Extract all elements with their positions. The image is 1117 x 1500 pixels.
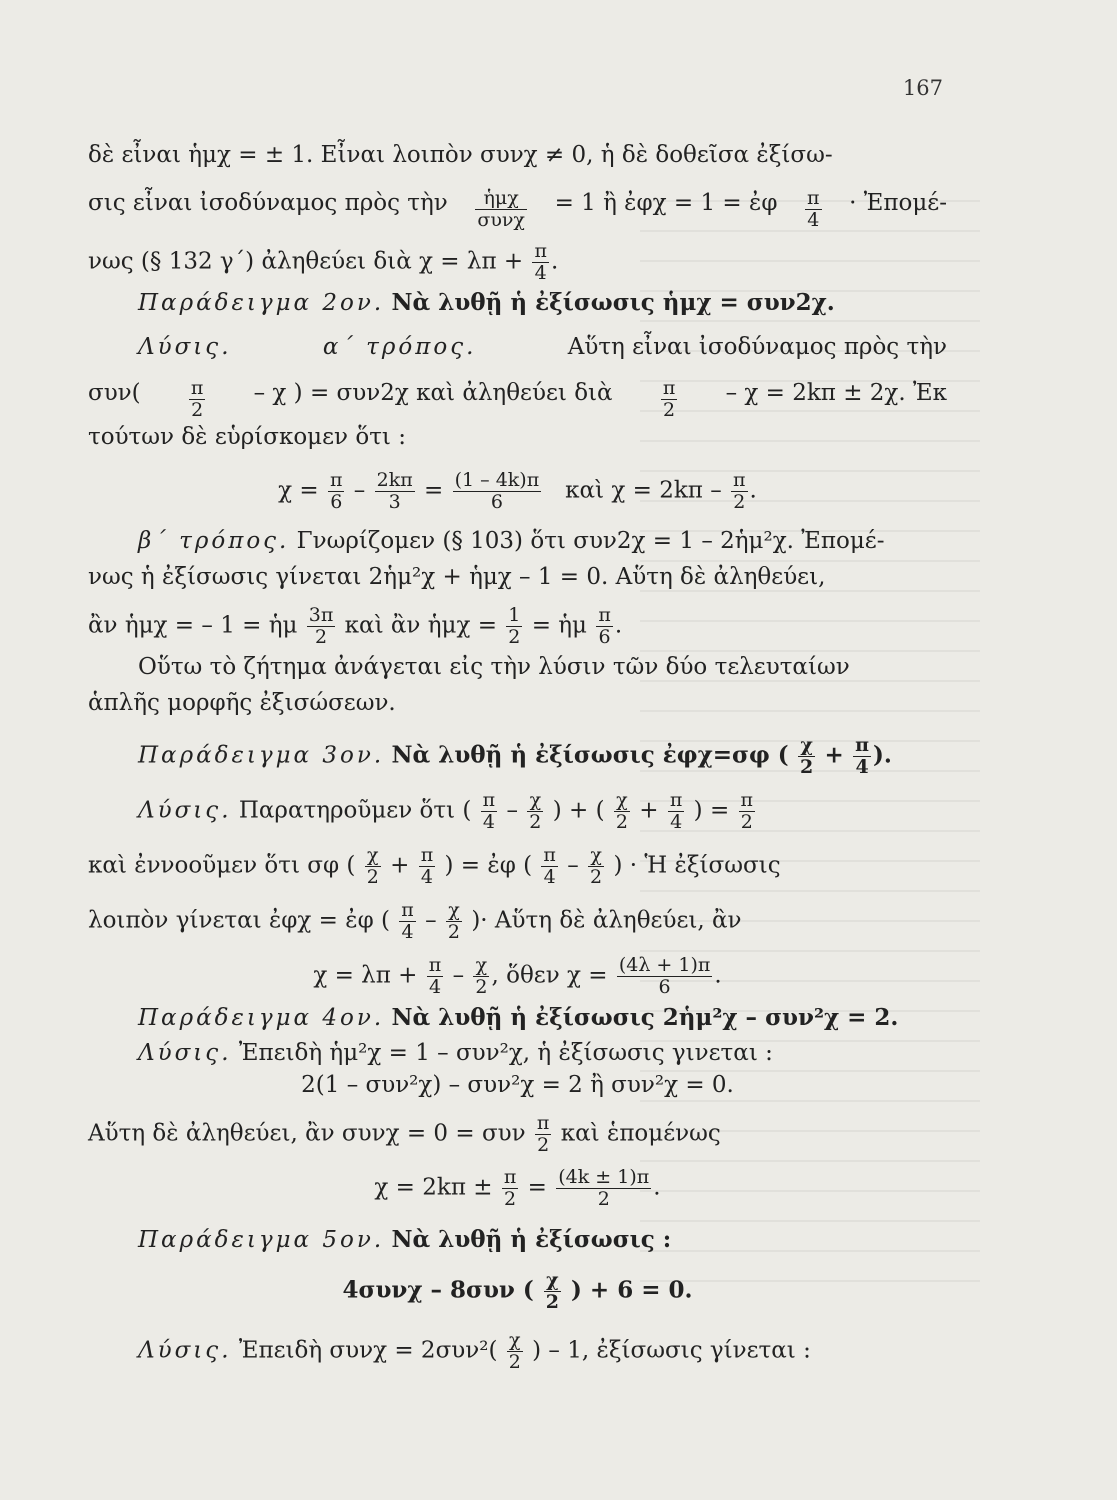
text-line-3: νως (§ 132 γ΄) ἀληθεύει διὰ χ = λπ + $\frac{\pi}{4}$ . bbox=[88, 240, 559, 284]
fraction-pi-2: $\frac{\pi}{2}$ bbox=[662, 377, 676, 421]
fraction-pi-2: $\frac{\pi}{2}$ bbox=[190, 377, 204, 421]
fraction: $\frac{\pi}{4}$ bbox=[543, 844, 556, 888]
fraction: $\frac{(4\lambda + 1)\pi}{6}$ bbox=[618, 954, 711, 998]
fraction: $\frac{\pi}{6}$ bbox=[598, 604, 611, 648]
fraction: $\frac{\chi}{2}$ bbox=[508, 1329, 521, 1373]
text-line-13: ἁπλῆς μορφῆς ἐξισώσεων. bbox=[88, 690, 396, 716]
text-line-6: συν( $\frac{\pi}{2}$ – χ ) = συν2χ καὶ ἀληθεύει διὰ $\frac{\pi}{2}$ – χ = 2kπ ± 2χ. Ἐκ bbox=[88, 377, 947, 421]
fraction: $\frac{\pi}{6}$ bbox=[329, 469, 343, 513]
fraction: $\frac{\pi}{4}$ bbox=[420, 844, 434, 888]
fraction: $\frac{\pi}{4}$ bbox=[855, 734, 870, 778]
page-number: 167 bbox=[902, 76, 943, 100]
fraction: $\frac{(4k \pm 1)\pi}{2}$ bbox=[558, 1166, 650, 1210]
text-line-22: Αὕτη δὲ ἀληθεύει, ἂν συνχ = 0 = συν $\frac{\pi}{2}$ καὶ ἑπομένως bbox=[88, 1112, 721, 1156]
fraction: $\frac{\pi}{4}$ bbox=[428, 954, 442, 998]
text-line-2: σις εἶναι ἰσοδύναμος πρὸς τὴν $\frac{\text{ἡμχ}}{\text{συνχ}}$ = 1 ἢ ἐφχ = 1 = ἐφ $\frac{\pi}{4}$ · Ἐπομέ- bbox=[88, 187, 947, 231]
text-line-11: ἂν ἡμχ = – 1 = ἡμ $\frac{3\pi}{2}$ καὶ ἂν ἡμχ = $\frac{1}{2}$ = ἡμ $\frac{\pi}{6}$ . bbox=[88, 604, 623, 648]
fraction: $\frac{1}{2}$ bbox=[508, 604, 521, 648]
text-line-20: Λύσις. Ἐπειδὴ ἡμ²χ = 1 – συν²χ, ἡ ἐξίσωσις γινεται : bbox=[138, 1040, 773, 1066]
fraction: $\frac{\chi}{2}$ bbox=[529, 789, 542, 833]
formula-line-25: 4συνχ – 8συν ( $\frac{\chi}{2}$ ) + 6 = 0. bbox=[342, 1269, 693, 1313]
formula-line-18: χ = λπ + $\frac{\pi}{4}$ – $\frac{\chi}{2}$ , ὅθεν χ = $\frac{(4\lambda + 1)\pi}{6}$ . bbox=[313, 954, 722, 998]
text-line-10: νως ἡ ἐξίσωσις γίνεται 2ἡμ²χ + ἡμχ – 1 = 0. Αὕτη δὲ ἀληθεύει, bbox=[88, 564, 826, 590]
text-line-1: δὲ εἶναι ἡμχ = ± 1. Εἶναι λοιπὸν συνχ ≠ 0, ἡ δὲ δοθεῖσα ἐξίσω- bbox=[88, 142, 833, 168]
fraction: $\frac{3\pi}{2}$ bbox=[308, 604, 334, 648]
fraction: $\frac{\pi}{2}$ bbox=[733, 469, 746, 513]
text-line-15: Λύσις. Παρατηροῦμεν ὅτι ( $\frac{\pi}{4}$ – $\frac{\chi}{2}$ ) + ( $\frac{\chi}{2}$ + $\frac{\pi}{4}$ ) = $\frac{\pi}{2}$ bbox=[138, 789, 754, 833]
text-line-26: Λύσις. Ἐπειδὴ συνχ = 2συν²( $\frac{\chi}{2}$ ) – 1, ἐξίσωσις γίνεται : bbox=[138, 1329, 811, 1373]
fraction-pi-4: $\frac{\pi}{4}$ bbox=[807, 187, 820, 231]
formula-line-21: 2(1 – συν²χ) – συν²χ = 2 ἢ συν²χ = 0. bbox=[301, 1072, 734, 1098]
fraction-hmx-synx: $\frac{\text{ἡμχ}}{\text{συνχ}}$ bbox=[477, 187, 525, 231]
fraction: $\frac{\pi}{4}$ bbox=[669, 789, 683, 833]
fraction: $\frac{\chi}{2}$ bbox=[799, 734, 814, 778]
fraction: $\frac{\chi}{2}$ bbox=[615, 789, 628, 833]
formula-line-8: χ = $\frac{\pi}{6}$ – $\frac{2k\pi}{3}$ = $\frac{(1 - 4k)\pi}{6}$ καὶ χ = 2kπ – $\frac{\pi}{2}$ . bbox=[278, 469, 757, 513]
fraction: $\frac{\pi}{2}$ bbox=[536, 1112, 550, 1156]
example-3-heading: Παράδειγμα 3ον. Νὰ λυθῇ ἡ ἐξίσωσις ἐφχ=σφ ( $\frac{\chi}{2}$ + $\frac{\pi}{4}$ ). bbox=[138, 734, 892, 778]
fraction: $\frac{2k\pi}{3}$ bbox=[376, 469, 413, 513]
fraction: $\frac{(1 - 4k)\pi}{6}$ bbox=[454, 469, 540, 513]
formula-line-23: χ = 2kπ ± $\frac{\pi}{2}$ = $\frac{(4k \pm 1)\pi}{2}$ . bbox=[374, 1166, 661, 1210]
text-line-9: β΄ τρόπος. Γνωρίζομεν (§ 103) ὅτι συν2χ = 1 – 2ἡμ²χ. Ἐπομέ- bbox=[138, 528, 885, 554]
text-line-12: Οὕτω τὸ ζήτημα ἀνάγεται εἰς τὴν λύσιν τῶν δύο τελευταίων bbox=[138, 654, 850, 680]
fraction: $\frac{\pi}{4}$ bbox=[482, 789, 496, 833]
example-4-heading: Παράδειγμα 4ον. Νὰ λυθῇ ἡ ἐξίσωσις 2ἡμ²χ – συν²χ = 2. bbox=[138, 1004, 899, 1031]
text-line-17: λοιπὸν γίνεται ἐφχ = ἐφ ( $\frac{\pi}{4}$ – $\frac{\chi}{2}$ )· Αὕτη δὲ ἀληθεύει, ἂν bbox=[88, 899, 742, 943]
fraction: $\frac{\pi}{2}$ bbox=[740, 789, 754, 833]
fraction: $\frac{\chi}{2}$ bbox=[545, 1269, 560, 1313]
fraction: $\frac{\pi}{4}$ bbox=[401, 899, 414, 943]
text-line-16: καὶ ἐννοοῦμεν ὅτι σφ ( $\frac{\chi}{2}$ + $\frac{\pi}{4}$ ) = ἐφ ( $\frac{\pi}{4}$ – $\frac{\chi}{2}$ ) · Ἡ ἐξίσωσις bbox=[88, 844, 781, 888]
fraction: $\frac{\chi}{2}$ bbox=[590, 844, 603, 888]
fraction: $\frac{\chi}{2}$ bbox=[475, 954, 488, 998]
text-line-7: τούτων δὲ εὑρίσκομεν ὅτι : bbox=[88, 424, 406, 450]
example-2-heading: Παράδειγμα 2ον. Νὰ λυθῇ ἡ ἐξίσωσις ἡμχ = συν2χ. bbox=[138, 289, 835, 316]
example-5-heading: Παράδειγμα 5ον. Νὰ λυθῇ ἡ ἐξίσωσις : bbox=[138, 1226, 672, 1253]
fraction-pi-4: $\frac{\pi}{4}$ bbox=[534, 240, 547, 284]
text-line-5: Λύσις. α΄ τρόπος. Αὕτη εἶναι ἰσοδύναμος πρὸς τὴν bbox=[138, 334, 947, 360]
fraction: $\frac{\pi}{2}$ bbox=[503, 1166, 517, 1210]
fraction: $\frac{\chi}{2}$ bbox=[366, 844, 379, 888]
fraction: $\frac{\chi}{2}$ bbox=[447, 899, 460, 943]
